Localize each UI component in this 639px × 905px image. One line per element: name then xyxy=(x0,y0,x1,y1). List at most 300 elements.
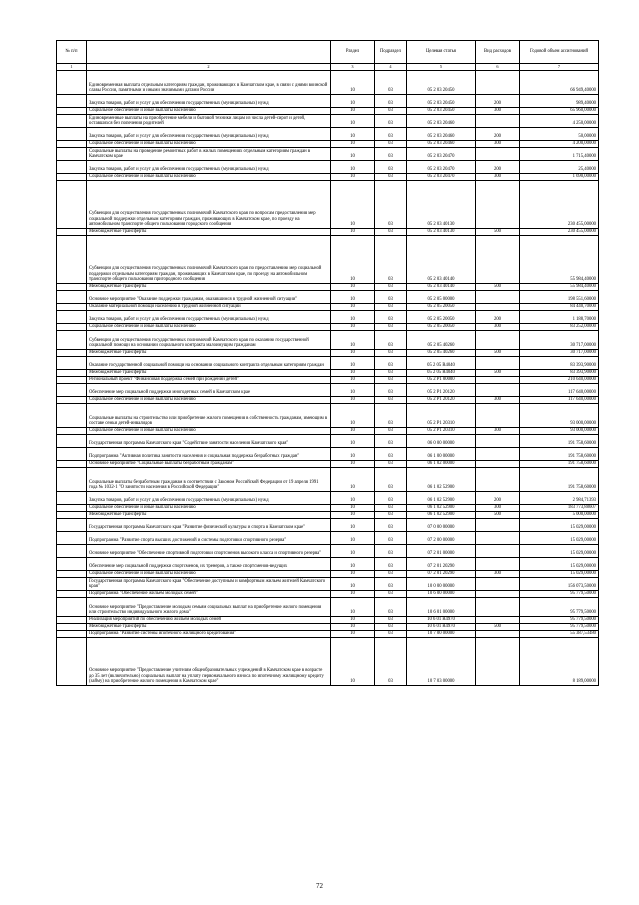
amount-cell: 210 640,00000 xyxy=(520,377,599,384)
expense-type-cell xyxy=(476,598,520,617)
target-article-cell: 05 2 05 00000 xyxy=(407,291,476,304)
amount-cell: 83 393,90000 xyxy=(520,357,599,370)
expense-type-cell: 500 xyxy=(476,284,520,291)
target-article-cell: 05 2 05 20050 xyxy=(407,304,476,311)
amount-cell: 15 029,00000 xyxy=(520,532,599,545)
expense-type-cell: 500 xyxy=(476,512,520,519)
name-cell: Оказание государственной социальной помощи на основании социального контракта отдельным категориям граждан xyxy=(87,357,331,370)
podrazdel-cell: 03 xyxy=(375,115,407,128)
podrazdel-cell: 03 xyxy=(375,519,407,532)
amount-cell: 1 188,70000 xyxy=(520,311,599,324)
num xyxy=(57,435,87,448)
num xyxy=(57,161,87,174)
razdel-cell: 10 xyxy=(331,377,375,384)
amount-cell: 198 551,60000 xyxy=(520,291,599,304)
table-row xyxy=(57,505,599,512)
target-article-cell: 05 2 03 20460 xyxy=(407,141,476,148)
table-row xyxy=(57,284,599,291)
table-row xyxy=(57,435,599,448)
podrazdel-cell: 03 xyxy=(375,161,407,174)
amount-cell: 183 773,88607 xyxy=(520,505,599,512)
expense-type-cell xyxy=(476,532,520,545)
razdel-cell: 10 xyxy=(331,161,375,174)
target-article-cell: 07 2 00 00000 xyxy=(407,532,476,545)
razdel-cell: 10 xyxy=(331,638,375,686)
razdel-cell: 10 xyxy=(331,236,375,284)
razdel-cell: 10 xyxy=(331,311,375,324)
column-number-row xyxy=(57,64,599,71)
podrazdel-cell: 03 xyxy=(375,181,407,229)
col-number: 7 xyxy=(520,64,599,71)
name-cell: Закупка товаров, работ и услуг для обеспечения государственных (муниципальных) нужд xyxy=(87,311,331,324)
col-number: 6 xyxy=(476,64,520,71)
podrazdel-cell: 03 xyxy=(375,468,407,492)
amount-cell: 5 000,00000 xyxy=(520,512,599,519)
document-page xyxy=(56,40,598,686)
table-row xyxy=(57,512,599,519)
amount-cell: 4 200,00000 xyxy=(520,141,599,148)
name-cell: Единовременная выплата отдельным категориям граждан, проживающих в Камчатском крае, в связи с днями воинской славы России, памятными и иными значимыми датами России xyxy=(87,71,331,95)
razdel-cell: 10 xyxy=(331,512,375,519)
amount-cell: 55 984,40000 xyxy=(520,236,599,284)
num xyxy=(57,519,87,532)
podrazdel-cell: 03 xyxy=(375,532,407,545)
target-article-cell: 05 2 05 40260 xyxy=(407,350,476,357)
page-number: 72 xyxy=(316,882,323,890)
target-article-cell: 10 7 00 00000 xyxy=(407,631,476,638)
amount-cell: 83 252,00000 xyxy=(520,324,599,331)
amount-cell: 95 779,50000 xyxy=(520,591,599,598)
expense-type-cell: 200 xyxy=(476,95,520,108)
target-article-cell: 05 2 03 20450 xyxy=(407,95,476,108)
num xyxy=(57,598,87,617)
razdel-cell: 10 xyxy=(331,505,375,512)
podrazdel-cell: 03 xyxy=(375,324,407,331)
name-cell: Межбюджетные трансферты xyxy=(87,624,331,631)
header-annual-amount: Годовой объем ассигнований xyxy=(520,41,599,64)
header-razdel: Раздел xyxy=(331,41,375,64)
razdel-cell: 10 xyxy=(331,545,375,558)
razdel-cell: 10 xyxy=(331,284,375,291)
num xyxy=(57,331,87,350)
target-article-cell: 05 2 03 20470 xyxy=(407,174,476,181)
amount-cell: 15 029,00000 xyxy=(520,545,599,558)
podrazdel-cell: 03 xyxy=(375,291,407,304)
razdel-cell: 10 xyxy=(331,448,375,461)
target-article-cell: 06 1 02 52900 xyxy=(407,468,476,492)
name-cell: Основное мероприятие "Обеспечение спортивной подготовки спортсменов высокого класса и спортивного резерва" xyxy=(87,545,331,558)
table-row xyxy=(57,428,599,435)
amount-cell: 84 440,70000 xyxy=(520,304,599,311)
amount-cell: 230 455,00000 xyxy=(520,229,599,236)
name-cell: Подпрограмма "Развитие системы ипотечного жилищного кредитования" xyxy=(87,631,331,638)
name-cell: Социальное обеспечение и иные выплаты населению xyxy=(87,141,331,148)
table-row xyxy=(57,624,599,631)
col-number: 1 xyxy=(57,64,87,71)
target-article-cell: 06 1 02 00000 xyxy=(407,461,476,468)
table-row xyxy=(57,324,599,331)
expense-type-cell xyxy=(476,236,520,284)
table-row xyxy=(57,492,599,505)
table-row xyxy=(57,397,599,404)
razdel-cell: 10 xyxy=(331,492,375,505)
header-expense-type: Вид расходов xyxy=(476,41,520,64)
expense-type-cell xyxy=(476,468,520,492)
expense-type-cell: 300 xyxy=(476,428,520,435)
target-article-cell: 07 2 01 00000 xyxy=(407,545,476,558)
num xyxy=(57,291,87,304)
amount-cell: 2 984,71393 xyxy=(520,492,599,505)
podrazdel-cell: 03 xyxy=(375,397,407,404)
table-row xyxy=(57,638,599,686)
num xyxy=(57,404,87,428)
name-cell: Единовременные выплаты на приобретение мебели и бытовой техники лицам из числа детей-сирот и детей, оставшихся без попечения родителей xyxy=(87,115,331,128)
target-article-cell: 05 2 05 40260 xyxy=(407,331,476,350)
razdel-cell: 10 xyxy=(331,461,375,468)
name-cell: Межбюджетные трансферты xyxy=(87,350,331,357)
num xyxy=(57,558,87,571)
table-row xyxy=(57,591,599,598)
razdel-cell: 10 xyxy=(331,519,375,532)
table-row xyxy=(57,357,599,370)
table-row xyxy=(57,448,599,461)
target-article-cell: 05 2 03 40140 xyxy=(407,236,476,284)
podrazdel-cell: 03 xyxy=(375,236,407,284)
col-number: 4 xyxy=(375,64,407,71)
podrazdel-cell: 03 xyxy=(375,377,407,384)
target-article-cell: 06 1 02 52900 xyxy=(407,505,476,512)
name-cell: Субвенции для осуществления государственных полномочий Камчатского края по оказанию государственной социальной помощи на основании социального контракта малоимущим гражданам xyxy=(87,331,331,350)
razdel-cell: 10 xyxy=(331,128,375,141)
amount-cell: 15 029,00000 xyxy=(520,558,599,571)
table-row xyxy=(57,404,599,428)
expense-type-cell: 500 xyxy=(476,229,520,236)
num xyxy=(57,532,87,545)
target-article-cell: 07 2 01 20290 xyxy=(407,558,476,571)
name-cell: Социальное обеспечение и иные выплаты населению xyxy=(87,108,331,115)
table-row xyxy=(57,108,599,115)
target-article-cell: 05 2 03 20460 xyxy=(407,115,476,128)
num xyxy=(57,174,87,181)
name-cell: Социальное обеспечение и иные выплаты населению xyxy=(87,324,331,331)
amount-cell: 117 640,00000 xyxy=(520,397,599,404)
target-article-cell: 05 2 05 20050 xyxy=(407,311,476,324)
name-cell: Субвенции для осуществления государственных полномочий Камчатского края по предоставлению мер социальной поддержки отдельным категориям граждан, проживающих в Камчатском крае, по проезду на автомобильном транспорте общего пользования пригородного сообщения xyxy=(87,236,331,284)
amount-cell: 93 000,00000 xyxy=(520,428,599,435)
table-row xyxy=(57,532,599,545)
razdel-cell: 10 xyxy=(331,291,375,304)
col-number: 5 xyxy=(407,64,476,71)
num xyxy=(57,148,87,161)
table-row xyxy=(57,384,599,397)
num xyxy=(57,384,87,397)
header-name xyxy=(87,41,331,64)
target-article-cell: 10 6 01 R4970 xyxy=(407,624,476,631)
name-cell: Социальные выплаты на строительство или приобретение жилого помещения в собственность гражданам, имеющим в составе семьи детей-инвалидов xyxy=(87,404,331,428)
podrazdel-cell: 03 xyxy=(375,229,407,236)
podrazdel-cell: 03 xyxy=(375,311,407,324)
num xyxy=(57,377,87,384)
podrazdel-cell: 03 xyxy=(375,174,407,181)
expense-type-cell xyxy=(476,545,520,558)
podrazdel-cell: 03 xyxy=(375,350,407,357)
budget-table xyxy=(56,40,599,686)
expense-type-cell xyxy=(476,377,520,384)
num xyxy=(57,181,87,229)
razdel-cell: 10 xyxy=(331,435,375,448)
razdel-cell: 10 xyxy=(331,331,375,350)
table-row xyxy=(57,115,599,128)
target-article-cell: 10 6 01 00000 xyxy=(407,598,476,617)
amount-cell: 989,40000 xyxy=(520,95,599,108)
podrazdel-cell: 03 xyxy=(375,571,407,578)
expense-type-cell xyxy=(476,71,520,95)
amount-cell: 191 758,60000 xyxy=(520,448,599,461)
expense-type-cell: 300 xyxy=(476,141,520,148)
name-cell: Оказание материальной помощи населению в трудной жизненной ситуации xyxy=(87,304,331,311)
expense-type-cell xyxy=(476,519,520,532)
razdel-cell: 10 xyxy=(331,404,375,428)
podrazdel-cell: 03 xyxy=(375,617,407,624)
table-row xyxy=(57,558,599,571)
amount-cell: 93 000,00000 xyxy=(520,404,599,428)
table-row xyxy=(57,71,599,95)
col-number: 3 xyxy=(331,64,375,71)
num xyxy=(57,624,87,631)
target-article-cell: 05 2 P1 20310 xyxy=(407,428,476,435)
num xyxy=(57,428,87,435)
amount-cell: 65 960,00000 xyxy=(520,108,599,115)
podrazdel-cell: 03 xyxy=(375,448,407,461)
podrazdel-cell: 03 xyxy=(375,578,407,591)
table-row xyxy=(57,519,599,532)
name-cell: Основное мероприятие "Оказание поддержки гражданам, оказавшимся в трудной жизненной ситуации" xyxy=(87,291,331,304)
podrazdel-cell: 03 xyxy=(375,461,407,468)
name-cell: Обеспечение мер социальной поддержки многодетных семей в Камчатском крае xyxy=(87,384,331,397)
name-cell: Межбюджетные трансферты xyxy=(87,284,331,291)
amount-cell: 230 455,00000 xyxy=(520,181,599,229)
target-article-cell: 05 2 05 R4040 xyxy=(407,357,476,370)
table-row xyxy=(57,331,599,350)
expense-type-cell xyxy=(476,617,520,624)
expense-type-cell xyxy=(476,384,520,397)
num xyxy=(57,578,87,591)
name-cell: Социальное обеспечение и иные выплаты населению xyxy=(87,571,331,578)
header-podrazdel: Подраздел xyxy=(375,41,407,64)
table-row xyxy=(57,291,599,304)
podrazdel-cell: 03 xyxy=(375,331,407,350)
razdel-cell: 10 xyxy=(331,617,375,624)
table-row xyxy=(57,148,599,161)
num xyxy=(57,350,87,357)
table-row xyxy=(57,229,599,236)
target-article-cell: 05 2 03 40130 xyxy=(407,181,476,229)
amount-cell: 156 073,50000 xyxy=(520,578,599,591)
table-row xyxy=(57,128,599,141)
table-row xyxy=(57,236,599,284)
name-cell: Закупка товаров, работ и услуг для обеспечения государственных (муниципальных) нужд xyxy=(87,492,331,505)
amount-cell: 4 250,00000 xyxy=(520,115,599,128)
expense-type-cell xyxy=(476,461,520,468)
podrazdel-cell: 03 xyxy=(375,631,407,638)
target-article-cell: 05 2 03 20450 xyxy=(407,108,476,115)
table-row xyxy=(57,370,599,377)
podrazdel-cell: 03 xyxy=(375,545,407,558)
podrazdel-cell: 03 xyxy=(375,505,407,512)
amount-cell: 66 949,40000 xyxy=(520,71,599,95)
num xyxy=(57,95,87,108)
podrazdel-cell: 03 xyxy=(375,304,407,311)
razdel-cell: 10 xyxy=(331,229,375,236)
num xyxy=(57,236,87,284)
expense-type-cell: 300 xyxy=(476,505,520,512)
num xyxy=(57,461,87,468)
target-article-cell: 05 2 03 20460 xyxy=(407,128,476,141)
num xyxy=(57,284,87,291)
table-row xyxy=(57,377,599,384)
razdel-cell: 10 xyxy=(331,95,375,108)
podrazdel-cell: 03 xyxy=(375,284,407,291)
expense-type-cell xyxy=(476,591,520,598)
table-row xyxy=(57,174,599,181)
num xyxy=(57,71,87,95)
name-cell: Основное мероприятие "Предоставление молодым семьям социальных выплат на приобретение жилого помещения или строительство индивидуального жилого дома" xyxy=(87,598,331,617)
expense-type-cell: 300 xyxy=(476,571,520,578)
table-row xyxy=(57,461,599,468)
amount-cell: 95 779,50000 xyxy=(520,624,599,631)
amount-cell: 30 717,00000 xyxy=(520,350,599,357)
expense-type-cell xyxy=(476,558,520,571)
amount-cell: 1 715,40000 xyxy=(520,148,599,161)
expense-type-cell: 300 xyxy=(476,174,520,181)
podrazdel-cell: 03 xyxy=(375,370,407,377)
table-row xyxy=(57,545,599,558)
name-cell: Государственная программа Камчатского края "Содействие занятости населения Камчатского края" xyxy=(87,435,331,448)
expense-type-cell xyxy=(476,638,520,686)
amount-cell: 117 640,00000 xyxy=(520,384,599,397)
name-cell: Подпрограмма "Развитие спорта высших достижений и системы подготовки спортивного резерва" xyxy=(87,532,331,545)
razdel-cell: 10 xyxy=(331,304,375,311)
expense-type-cell xyxy=(476,578,520,591)
num xyxy=(57,545,87,558)
target-article-cell: 10 7 03 00000 xyxy=(407,638,476,686)
target-article-cell: 07 0 00 00000 xyxy=(407,519,476,532)
name-cell: Закупка товаров, работ и услуг для обеспечения государственных (муниципальных) нужд xyxy=(87,161,331,174)
razdel-cell: 10 xyxy=(331,115,375,128)
amount-cell: 191 758,60000 xyxy=(520,461,599,468)
expense-type-cell xyxy=(476,448,520,461)
num xyxy=(57,128,87,141)
amount-cell: 55 387,53480 xyxy=(520,631,599,638)
num xyxy=(57,115,87,128)
table-row xyxy=(57,468,599,492)
razdel-cell: 10 xyxy=(331,532,375,545)
name-cell: Социальное обеспечение и иные выплаты населению xyxy=(87,174,331,181)
num xyxy=(57,229,87,236)
num xyxy=(57,468,87,492)
podrazdel-cell: 03 xyxy=(375,428,407,435)
table-row xyxy=(57,95,599,108)
expense-type-cell xyxy=(476,435,520,448)
name-cell: Реализация мероприятий по обеспечению жильем молодых семей xyxy=(87,617,331,624)
expense-type-cell xyxy=(476,181,520,229)
name-cell: Межбюджетные трансферты xyxy=(87,512,331,519)
podrazdel-cell: 03 xyxy=(375,435,407,448)
name-cell: Государственная программа Камчатского края "Развитие физической культуры и спорта в Камчатском крае" xyxy=(87,519,331,532)
amount-cell: 15 029,00000 xyxy=(520,571,599,578)
target-article-cell: 05 2 05 R4040 xyxy=(407,370,476,377)
name-cell: Подпрограмма "Активная политика занятости населения и социальная поддержка безработных граждан" xyxy=(87,448,331,461)
num xyxy=(57,370,87,377)
num xyxy=(57,324,87,331)
expense-type-cell xyxy=(476,148,520,161)
razdel-cell: 10 xyxy=(331,624,375,631)
razdel-cell: 10 xyxy=(331,578,375,591)
razdel-cell: 10 xyxy=(331,71,375,95)
razdel-cell: 10 xyxy=(331,174,375,181)
razdel-cell: 10 xyxy=(331,324,375,331)
target-article-cell: 05 2 P1 20120 xyxy=(407,397,476,404)
amount-cell: 95 779,50000 xyxy=(520,598,599,617)
podrazdel-cell: 03 xyxy=(375,148,407,161)
name-cell: Закупка товаров, работ и услуг для обеспечения государственных (муниципальных) нужд xyxy=(87,95,331,108)
podrazdel-cell: 03 xyxy=(375,598,407,617)
target-article-cell: 05 2 P1 20310 xyxy=(407,404,476,428)
razdel-cell: 10 xyxy=(331,468,375,492)
num xyxy=(57,141,87,148)
amount-cell: 1 690,00000 xyxy=(520,174,599,181)
amount-cell: 25,40000 xyxy=(520,161,599,174)
num xyxy=(57,448,87,461)
podrazdel-cell: 03 xyxy=(375,558,407,571)
target-article-cell: 06 0 00 00000 xyxy=(407,435,476,448)
amount-cell: 191 758,60000 xyxy=(520,435,599,448)
name-cell: Региональный проект "Финансовая поддержка семей при рождении детей" xyxy=(87,377,331,384)
table-row xyxy=(57,631,599,638)
name-cell: Субвенции для осуществления государственных полномочий Камчатского края по вопросам предоставления мер социальной поддержки отдельным категориям граждан, проживающих в Камчатском крае, по проезду на автомобильном транспорте общего пользования городского сообщения xyxy=(87,181,331,229)
target-article-cell: 06 1 02 52900 xyxy=(407,492,476,505)
podrazdel-cell: 03 xyxy=(375,384,407,397)
razdel-cell: 10 xyxy=(331,591,375,598)
podrazdel-cell: 03 xyxy=(375,128,407,141)
num xyxy=(57,304,87,311)
expense-type-cell xyxy=(476,115,520,128)
razdel-cell: 10 xyxy=(331,428,375,435)
expense-type-cell: 300 xyxy=(476,108,520,115)
name-cell: Подпрограмма "Обеспечение жильем молодых семей" xyxy=(87,591,331,598)
podrazdel-cell: 03 xyxy=(375,591,407,598)
target-article-cell: 05 2 03 40130 xyxy=(407,229,476,236)
podrazdel-cell: 03 xyxy=(375,71,407,95)
header-num: № п/п xyxy=(57,41,87,64)
header-row xyxy=(57,41,599,64)
target-article-cell: 05 2 03 40140 xyxy=(407,284,476,291)
razdel-cell: 10 xyxy=(331,397,375,404)
podrazdel-cell: 03 xyxy=(375,141,407,148)
target-article-cell: 05 2 P1 20120 xyxy=(407,384,476,397)
razdel-cell: 10 xyxy=(331,357,375,370)
expense-type-cell xyxy=(476,631,520,638)
target-article-cell: 10 6 01 R4970 xyxy=(407,617,476,624)
table-row xyxy=(57,617,599,624)
target-article-cell: 06 1 02 52900 xyxy=(407,512,476,519)
podrazdel-cell: 03 xyxy=(375,108,407,115)
table-row xyxy=(57,598,599,617)
expense-type-cell xyxy=(476,357,520,370)
num xyxy=(57,631,87,638)
expense-type-cell: 500 xyxy=(476,624,520,631)
target-article-cell: 10 6 00 00000 xyxy=(407,591,476,598)
